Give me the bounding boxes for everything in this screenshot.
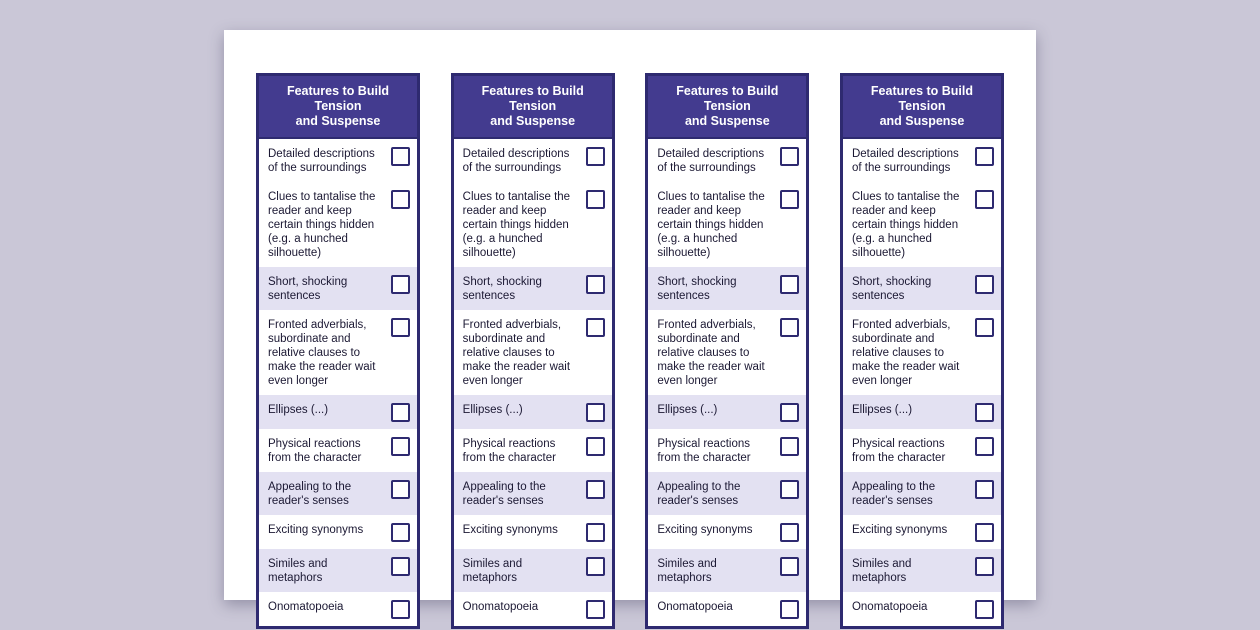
bookmark-title-line1: Features to Build Tension — [481, 84, 584, 113]
checklist-row — [648, 549, 806, 592]
checklist-item-label: Physical reactions from the character — [657, 438, 751, 464]
checklist-row — [843, 310, 1001, 395]
checkbox[interactable] — [780, 147, 799, 166]
bookmark-grid — [224, 30, 1036, 629]
checklist-item-label: Short, shocking sentences — [268, 276, 348, 302]
checklist-item-label: Similes and metaphors — [462, 558, 523, 584]
checklist-item-label: Similes and metaphors — [268, 558, 328, 584]
bookmark-header — [259, 76, 417, 139]
checkbox[interactable] — [975, 318, 994, 337]
bookmark-title-line2: and Suspense — [295, 114, 381, 128]
checkbox[interactable] — [391, 147, 410, 166]
checkbox[interactable] — [586, 600, 605, 619]
checklist-item-label: Fronted adverbials, subordinate and relative clauses to make the reader wait even longer — [851, 319, 960, 387]
checklist-rows — [648, 139, 806, 626]
checklist-row — [454, 472, 612, 515]
bookmark-title-line2: and Suspense — [490, 114, 576, 128]
checklist-row — [648, 592, 806, 626]
checklist-item-label: Short, shocking sentences — [851, 276, 932, 302]
checkbox[interactable] — [975, 480, 994, 499]
checklist-row — [259, 429, 417, 472]
tension-checklist-bookmark — [645, 73, 809, 629]
checklist-item-label: Appealing to the reader's senses — [268, 481, 352, 507]
bookmark-title-line2: and Suspense — [684, 114, 770, 128]
checklist-item-label: Similes and metaphors — [657, 558, 717, 584]
checklist-item-label: Clues to tantalise the reader and keep certain things hidden (e.g. a hunched silhouette) — [268, 191, 376, 259]
checklist-row — [454, 267, 612, 310]
checkbox[interactable] — [780, 318, 799, 337]
checklist-row — [648, 267, 806, 310]
checklist-rows — [454, 139, 612, 626]
checklist-row — [259, 515, 417, 549]
checklist-row — [259, 549, 417, 592]
checklist-item-label: Detailed descriptions of the surroundings — [657, 148, 765, 174]
checklist-item-label: Ellipses (...) — [851, 404, 913, 416]
checkbox[interactable] — [391, 557, 410, 576]
checklist-item-label: Onomatopoeia — [462, 601, 539, 613]
checklist-row — [259, 395, 417, 429]
checklist-item-label: Onomatopoeia — [851, 601, 928, 613]
worksheet-paper — [224, 30, 1036, 613]
bookmark-header — [454, 76, 612, 139]
checkbox[interactable] — [391, 403, 410, 422]
checklist-row — [843, 592, 1001, 626]
checklist-item-label: Fronted adverbials, subordinate and relative clauses to make the reader wait even longer — [268, 319, 376, 387]
tension-checklist-bookmark — [840, 73, 1004, 629]
checklist-item-label: Exciting synonyms — [462, 524, 558, 536]
checklist-row — [259, 182, 417, 267]
checkbox[interactable] — [586, 403, 605, 422]
checklist-row — [259, 592, 417, 626]
checklist-item-label: Detailed descriptions of the surroundings — [268, 148, 375, 174]
checkbox[interactable] — [586, 523, 605, 542]
checklist-row — [648, 139, 806, 182]
tension-checklist-bookmark — [451, 73, 615, 629]
checkbox[interactable] — [391, 318, 410, 337]
checkbox[interactable] — [975, 275, 994, 294]
checklist-row — [843, 182, 1001, 267]
checkbox[interactable] — [780, 557, 799, 576]
checklist-item-label: Ellipses (...) — [657, 404, 718, 416]
checklist-row — [454, 395, 612, 429]
checklist-item-label: Ellipses (...) — [268, 404, 329, 416]
checkbox[interactable] — [975, 600, 994, 619]
checkbox[interactable] — [780, 437, 799, 456]
checklist-item-label: Similes and metaphors — [851, 558, 912, 584]
bookmark-header — [648, 76, 806, 139]
checkbox[interactable] — [391, 190, 410, 209]
checklist-item-label: Clues to tantalise the reader and keep certain things hidden (e.g. a hunched silhouette) — [851, 191, 960, 259]
bookmark-title-line1: Features to Build Tension — [870, 84, 974, 113]
checklist-row — [648, 472, 806, 515]
bookmark-title-line2: and Suspense — [879, 114, 965, 128]
checkbox[interactable] — [780, 480, 799, 499]
checklist-item-label: Exciting synonyms — [657, 524, 753, 536]
checklist-row — [648, 429, 806, 472]
checkbox[interactable] — [975, 147, 994, 166]
checklist-row — [259, 472, 417, 515]
checklist-row — [259, 267, 417, 310]
checkbox[interactable] — [586, 190, 605, 209]
checklist-row — [648, 310, 806, 395]
checklist-row — [648, 182, 806, 267]
checklist-item-label: Fronted adverbials, subordinate and relative clauses to make the reader wait even longer — [462, 319, 571, 387]
checkbox[interactable] — [975, 190, 994, 209]
checklist-item-label: Detailed descriptions of the surroundings — [462, 148, 570, 174]
checklist-item-label: Onomatopoeia — [268, 601, 344, 613]
checkbox[interactable] — [391, 480, 410, 499]
checklist-item-label: Appealing to the reader's senses — [851, 481, 936, 507]
checklist-row — [454, 592, 612, 626]
tension-checklist-bookmark — [256, 73, 420, 629]
checklist-item-label: Physical reactions from the character — [851, 438, 946, 464]
checkbox[interactable] — [780, 275, 799, 294]
checklist-row — [454, 310, 612, 395]
checklist-item-label: Appealing to the reader's senses — [462, 481, 546, 507]
checklist-item-label: Fronted adverbials, subordinate and relative clauses to make the reader wait even longer — [657, 319, 765, 387]
checklist-rows — [843, 139, 1001, 626]
checklist-row — [454, 549, 612, 592]
checklist-item-label: Short, shocking sentences — [462, 276, 542, 302]
checkbox[interactable] — [975, 403, 994, 422]
checklist-row — [843, 267, 1001, 310]
checklist-item-label: Clues to tantalise the reader and keep certain things hidden (e.g. a hunched silhouette) — [657, 191, 765, 259]
checklist-row — [454, 429, 612, 472]
checklist-item-label: Physical reactions from the character — [462, 438, 556, 464]
checkbox[interactable] — [391, 523, 410, 542]
checklist-row — [454, 182, 612, 267]
checkbox[interactable] — [391, 600, 410, 619]
checkbox[interactable] — [975, 557, 994, 576]
checklist-row — [843, 549, 1001, 592]
checklist-item-label: Physical reactions from the character — [268, 438, 362, 464]
checklist-row — [843, 395, 1001, 429]
checkbox[interactable] — [586, 275, 605, 294]
checkbox[interactable] — [391, 437, 410, 456]
bookmark-header — [843, 76, 1001, 139]
checklist-row — [648, 395, 806, 429]
checklist-item-label: Exciting synonyms — [268, 524, 364, 536]
checkbox[interactable] — [975, 523, 994, 542]
checklist-item-label: Short, shocking sentences — [657, 276, 737, 302]
checkbox[interactable] — [391, 275, 410, 294]
checklist-row — [843, 139, 1001, 182]
checkbox[interactable] — [780, 600, 799, 619]
checklist-row — [259, 139, 417, 182]
checkbox[interactable] — [586, 147, 605, 166]
bookmark-title-line1: Features to Build Tension — [676, 84, 779, 113]
checkbox[interactable] — [586, 437, 605, 456]
checklist-row — [454, 515, 612, 549]
checkbox[interactable] — [586, 557, 605, 576]
checkbox[interactable] — [586, 318, 605, 337]
checklist-item-label: Clues to tantalise the reader and keep certain things hidden (e.g. a hunched silhouette) — [462, 191, 571, 259]
checkbox[interactable] — [586, 480, 605, 499]
checkbox[interactable] — [780, 403, 799, 422]
checklist-row — [843, 429, 1001, 472]
checklist-item-label: Detailed descriptions of the surroundings — [851, 148, 959, 174]
checklist-item-label: Appealing to the reader's senses — [657, 481, 741, 507]
checklist-row — [259, 310, 417, 395]
bookmark-title-line1: Features to Build Tension — [286, 84, 390, 113]
checklist-rows — [259, 139, 417, 626]
checklist-row — [843, 515, 1001, 549]
checkbox[interactable] — [975, 437, 994, 456]
checklist-item-label: Exciting synonyms — [851, 524, 948, 536]
checkbox[interactable] — [780, 523, 799, 542]
checkbox[interactable] — [780, 190, 799, 209]
checklist-row — [454, 139, 612, 182]
checklist-item-label: Onomatopoeia — [657, 601, 733, 613]
checklist-row — [843, 472, 1001, 515]
checklist-row — [648, 515, 806, 549]
checklist-item-label: Ellipses (...) — [462, 404, 523, 416]
